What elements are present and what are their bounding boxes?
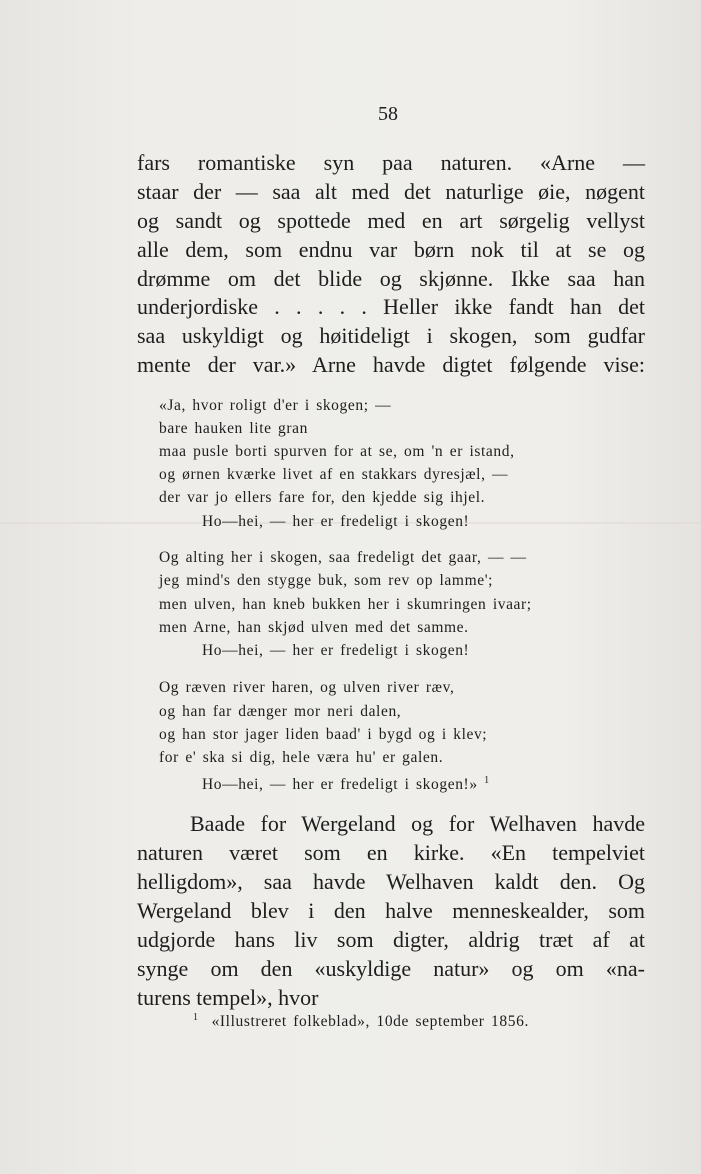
poem-refrain: Ho—hei, — her er fredeligt i skogen! (202, 642, 470, 659)
poem-line: «Ja, hvor roligt d'er i skogen; — (159, 397, 392, 414)
text-line: mente der var.» Arne havde digtet følgende vise: (137, 352, 645, 377)
poem-line: der var jo ellers fare for, den kjedde sig ihjel. (159, 489, 486, 506)
text-line: udgjorde hans liv som digter, aldrig træt af at (137, 927, 645, 952)
poem-line: maa pusle borti spurven for at se, om 'n er istand, (159, 443, 515, 460)
poem-line: Og alting her i skogen, saa fredeligt det gaar, — — (159, 549, 527, 566)
poem-line: men Arne, han skjød ulven med det samme. (159, 619, 469, 636)
text-line: helligdom», saa havde Welhaven kaldt den. Og (137, 869, 645, 894)
poem-line: jeg mind's den stygge buk, som rev op lamme'; (159, 572, 494, 589)
poem-refrain (202, 772, 490, 794)
poem-line: men ulven, han kneb bukken her i skumringen ivaar; (159, 596, 532, 613)
poem-line: bare hauken lite gran (159, 420, 308, 437)
text-line: naturen været som en kirke. «En tempelviet (137, 840, 645, 865)
footnote (193, 1012, 529, 1031)
poem-line: Og ræven river haren, og ulven river ræv, (159, 679, 455, 696)
poem-line: og ørnen kværke livet af en stakkars dyresjæl, — (159, 466, 509, 483)
text-line: Wergeland blev i den halve menneskealder, som (137, 898, 645, 923)
text-line: fars romantiske syn paa naturen. «Arne — (137, 150, 645, 175)
page-number: 58 (378, 103, 398, 125)
text-line: staar der — saa alt med det naturlige øie, nøgent (137, 179, 645, 204)
footnote-marker: 1 (193, 1012, 199, 1023)
footnote-text: «Illustreret folkeblad», 10de september 1856. (211, 1013, 529, 1031)
text-line: drømme om det blide og skjønne. Ikke saa han (137, 266, 645, 291)
text-line: alle dem, som endnu var børn nok til at se og (137, 237, 645, 262)
text-line: saa uskyldigt og høitideligt i skogen, som gudfar (137, 323, 645, 348)
poem-line: og han far dænger mor neri dalen, (159, 703, 402, 720)
text-line: synge om den «uskyldige natur» og om «na- (137, 956, 645, 981)
poem-line: for e' ska si dig, hele væra hu' er galen. (159, 749, 444, 766)
text-line: og sandt og spottede med en art sørgelig vellyst (137, 208, 645, 233)
text-line: underjordiske . . . . . Heller ikke fandt han det (137, 294, 645, 319)
footnote-reference: 1 (484, 775, 490, 786)
poem-line-text: Ho—hei, — her er fredeligt i skogen!» (202, 776, 478, 794)
poem-line: og han stor jager liden baad' i bygd og i klev; (159, 726, 488, 743)
poem-refrain: Ho—hei, — her er fredeligt i skogen! (202, 513, 470, 530)
text-line: turens tempel», hvor (137, 985, 319, 1010)
text-line: Baade for Wergeland og for Welhaven havde (190, 811, 645, 836)
